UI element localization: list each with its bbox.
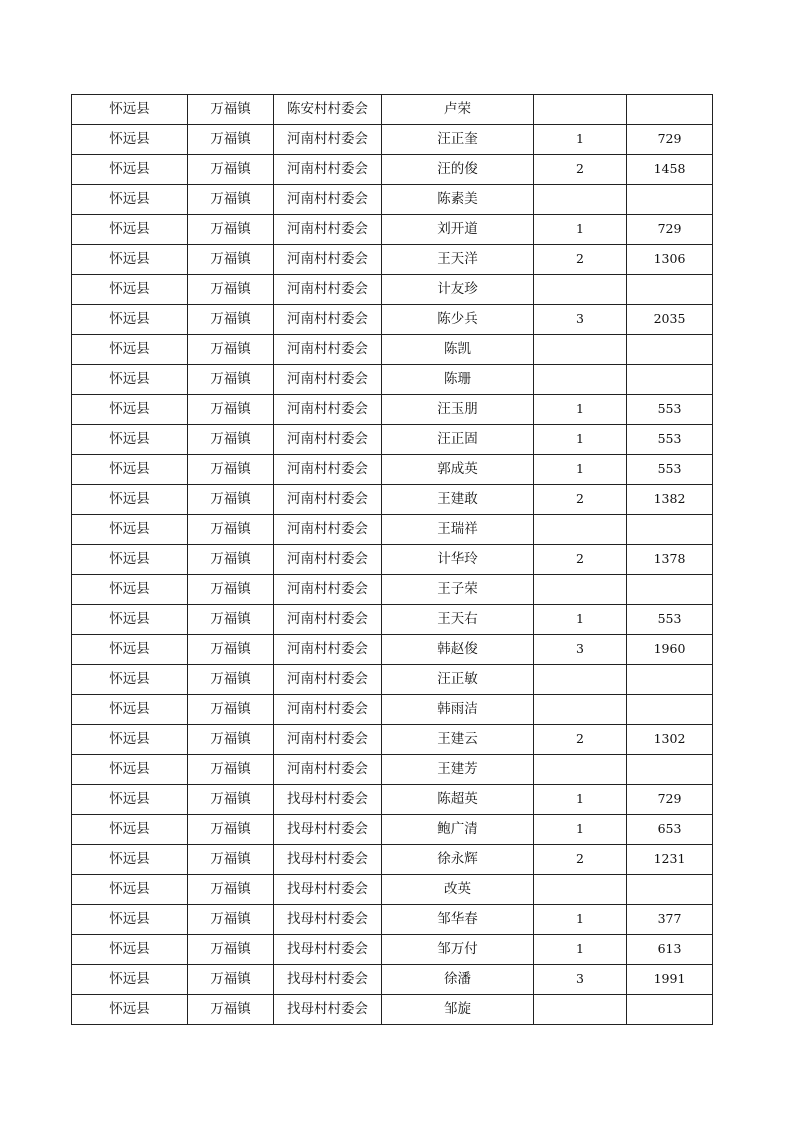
- table-row: [72, 545, 713, 575]
- county-cell: 怀远县: [72, 485, 188, 515]
- table-row: [72, 515, 713, 545]
- town-cell: 万福镇: [188, 875, 274, 905]
- county-cell: 怀远县: [72, 665, 188, 695]
- table-row: [72, 185, 713, 215]
- amount-cell: [627, 95, 713, 125]
- count-cell: 2: [534, 545, 627, 575]
- village-cell: 找母村村委会: [274, 815, 382, 845]
- county-cell: 怀远县: [72, 935, 188, 965]
- table-row: [72, 365, 713, 395]
- county-cell: 怀远县: [72, 155, 188, 185]
- amount-cell: 1302: [627, 725, 713, 755]
- town-cell: 万福镇: [188, 275, 274, 305]
- amount-cell: [627, 875, 713, 905]
- count-cell: 1: [534, 215, 627, 245]
- table-row: [72, 125, 713, 155]
- table-row: [72, 815, 713, 845]
- town-cell: 万福镇: [188, 605, 274, 635]
- amount-cell: [627, 185, 713, 215]
- county-cell: 怀远县: [72, 815, 188, 845]
- count-cell: 1: [534, 125, 627, 155]
- village-cell: 河南村村委会: [274, 155, 382, 185]
- village-cell: 河南村村委会: [274, 335, 382, 365]
- amount-cell: 729: [627, 125, 713, 155]
- county-cell: 怀远县: [72, 785, 188, 815]
- village-cell: 河南村村委会: [274, 275, 382, 305]
- count-cell: 2: [534, 485, 627, 515]
- county-cell: 怀远县: [72, 245, 188, 275]
- town-cell: 万福镇: [188, 485, 274, 515]
- town-cell: 万福镇: [188, 995, 274, 1025]
- count-cell: 1: [534, 395, 627, 425]
- county-cell: 怀远县: [72, 305, 188, 335]
- count-cell: 3: [534, 965, 627, 995]
- table-row: [72, 845, 713, 875]
- village-cell: 河南村村委会: [274, 665, 382, 695]
- village-cell: 找母村村委会: [274, 995, 382, 1025]
- count-cell: 1: [534, 455, 627, 485]
- town-cell: 万福镇: [188, 725, 274, 755]
- name-cell: 陈凯: [382, 335, 534, 365]
- table-row: [72, 485, 713, 515]
- count-cell: 1: [534, 425, 627, 455]
- table-row: [72, 245, 713, 275]
- amount-cell: [627, 575, 713, 605]
- county-cell: 怀远县: [72, 905, 188, 935]
- town-cell: 万福镇: [188, 635, 274, 665]
- town-cell: 万福镇: [188, 665, 274, 695]
- name-cell: 王天洋: [382, 245, 534, 275]
- county-cell: 怀远县: [72, 545, 188, 575]
- amount-cell: 553: [627, 395, 713, 425]
- count-cell: 1: [534, 905, 627, 935]
- count-cell: [534, 695, 627, 725]
- amount-cell: [627, 755, 713, 785]
- county-cell: 怀远县: [72, 215, 188, 245]
- name-cell: 王建云: [382, 725, 534, 755]
- town-cell: 万福镇: [188, 185, 274, 215]
- table-row: [72, 725, 713, 755]
- count-cell: [534, 875, 627, 905]
- village-cell: 河南村村委会: [274, 125, 382, 155]
- village-cell: 河南村村委会: [274, 485, 382, 515]
- county-cell: 怀远县: [72, 455, 188, 485]
- town-cell: 万福镇: [188, 515, 274, 545]
- county-cell: 怀远县: [72, 995, 188, 1025]
- county-cell: 怀远县: [72, 95, 188, 125]
- count-cell: 1: [534, 815, 627, 845]
- town-cell: 万福镇: [188, 215, 274, 245]
- name-cell: 卢荣: [382, 95, 534, 125]
- count-cell: 3: [534, 635, 627, 665]
- amount-cell: 729: [627, 215, 713, 245]
- town-cell: 万福镇: [188, 905, 274, 935]
- count-cell: 1: [534, 605, 627, 635]
- village-cell: 河南村村委会: [274, 425, 382, 455]
- table-row: [72, 665, 713, 695]
- village-cell: 河南村村委会: [274, 395, 382, 425]
- name-cell: 王建敢: [382, 485, 534, 515]
- amount-cell: 1306: [627, 245, 713, 275]
- village-cell: 河南村村委会: [274, 725, 382, 755]
- name-cell: 陈素美: [382, 185, 534, 215]
- count-cell: 2: [534, 245, 627, 275]
- amount-cell: 377: [627, 905, 713, 935]
- village-cell: 河南村村委会: [274, 515, 382, 545]
- table-row: [72, 875, 713, 905]
- county-cell: 怀远县: [72, 695, 188, 725]
- name-cell: 韩赵俊: [382, 635, 534, 665]
- town-cell: 万福镇: [188, 425, 274, 455]
- town-cell: 万福镇: [188, 935, 274, 965]
- village-cell: 河南村村委会: [274, 185, 382, 215]
- village-cell: 找母村村委会: [274, 785, 382, 815]
- village-cell: 河南村村委会: [274, 575, 382, 605]
- village-cell: 陈安村村委会: [274, 95, 382, 125]
- count-cell: [534, 95, 627, 125]
- name-cell: 汪玉朋: [382, 395, 534, 425]
- county-cell: 怀远县: [72, 275, 188, 305]
- table-row: [72, 605, 713, 635]
- village-cell: 找母村村委会: [274, 905, 382, 935]
- name-cell: 王建芳: [382, 755, 534, 785]
- table-row: [72, 335, 713, 365]
- village-cell: 河南村村委会: [274, 305, 382, 335]
- count-cell: 2: [534, 155, 627, 185]
- village-cell: 河南村村委会: [274, 215, 382, 245]
- name-cell: 陈珊: [382, 365, 534, 395]
- amount-cell: [627, 275, 713, 305]
- town-cell: 万福镇: [188, 365, 274, 395]
- amount-cell: [627, 695, 713, 725]
- name-cell: 郭成英: [382, 455, 534, 485]
- table-row: [72, 995, 713, 1025]
- table-row: [72, 395, 713, 425]
- name-cell: 汪正奎: [382, 125, 534, 155]
- count-cell: 1: [534, 935, 627, 965]
- town-cell: 万福镇: [188, 755, 274, 785]
- town-cell: 万福镇: [188, 95, 274, 125]
- amount-cell: 729: [627, 785, 713, 815]
- county-cell: 怀远县: [72, 965, 188, 995]
- name-cell: 改英: [382, 875, 534, 905]
- amount-cell: 553: [627, 605, 713, 635]
- county-cell: 怀远县: [72, 635, 188, 665]
- village-cell: 找母村村委会: [274, 845, 382, 875]
- name-cell: 鲍广清: [382, 815, 534, 845]
- name-cell: 徐潘: [382, 965, 534, 995]
- count-cell: 2: [534, 725, 627, 755]
- county-cell: 怀远县: [72, 125, 188, 155]
- amount-cell: 1991: [627, 965, 713, 995]
- village-cell: 河南村村委会: [274, 455, 382, 485]
- town-cell: 万福镇: [188, 965, 274, 995]
- county-cell: 怀远县: [72, 575, 188, 605]
- town-cell: 万福镇: [188, 305, 274, 335]
- county-cell: 怀远县: [72, 725, 188, 755]
- amount-cell: 1378: [627, 545, 713, 575]
- table-row: [72, 155, 713, 185]
- table-row: [72, 695, 713, 725]
- table-row: [72, 785, 713, 815]
- table-row: [72, 95, 713, 125]
- town-cell: 万福镇: [188, 395, 274, 425]
- table-body: [72, 95, 713, 1025]
- table-row: [72, 425, 713, 455]
- amount-cell: 613: [627, 935, 713, 965]
- village-cell: 河南村村委会: [274, 365, 382, 395]
- name-cell: 邹华春: [382, 905, 534, 935]
- count-cell: 1: [534, 785, 627, 815]
- name-cell: 计友珍: [382, 275, 534, 305]
- amount-cell: 1382: [627, 485, 713, 515]
- county-cell: 怀远县: [72, 755, 188, 785]
- table-row: [72, 905, 713, 935]
- name-cell: 陈超英: [382, 785, 534, 815]
- town-cell: 万福镇: [188, 125, 274, 155]
- village-cell: 河南村村委会: [274, 545, 382, 575]
- count-cell: [534, 575, 627, 605]
- name-cell: 刘开道: [382, 215, 534, 245]
- county-cell: 怀远县: [72, 185, 188, 215]
- count-cell: [534, 275, 627, 305]
- amount-cell: 553: [627, 455, 713, 485]
- count-cell: [534, 755, 627, 785]
- village-cell: 河南村村委会: [274, 755, 382, 785]
- count-cell: 3: [534, 305, 627, 335]
- county-cell: 怀远县: [72, 875, 188, 905]
- table-row: [72, 575, 713, 605]
- amount-cell: 553: [627, 425, 713, 455]
- village-cell: 河南村村委会: [274, 605, 382, 635]
- amount-cell: [627, 995, 713, 1025]
- data-table: [71, 94, 713, 1025]
- county-cell: 怀远县: [72, 605, 188, 635]
- town-cell: 万福镇: [188, 695, 274, 725]
- name-cell: 汪正固: [382, 425, 534, 455]
- county-cell: 怀远县: [72, 365, 188, 395]
- amount-cell: 1458: [627, 155, 713, 185]
- village-cell: 找母村村委会: [274, 935, 382, 965]
- table-row: [72, 935, 713, 965]
- name-cell: 王天右: [382, 605, 534, 635]
- town-cell: 万福镇: [188, 575, 274, 605]
- town-cell: 万福镇: [188, 545, 274, 575]
- table-row: [72, 275, 713, 305]
- town-cell: 万福镇: [188, 155, 274, 185]
- town-cell: 万福镇: [188, 785, 274, 815]
- name-cell: 陈少兵: [382, 305, 534, 335]
- county-cell: 怀远县: [72, 845, 188, 875]
- name-cell: 王瑞祥: [382, 515, 534, 545]
- count-cell: [534, 995, 627, 1025]
- name-cell: 计华玲: [382, 545, 534, 575]
- town-cell: 万福镇: [188, 815, 274, 845]
- village-cell: 河南村村委会: [274, 695, 382, 725]
- village-cell: 河南村村委会: [274, 635, 382, 665]
- amount-cell: 2035: [627, 305, 713, 335]
- name-cell: 邹万付: [382, 935, 534, 965]
- village-cell: 找母村村委会: [274, 875, 382, 905]
- table-row: [72, 965, 713, 995]
- town-cell: 万福镇: [188, 245, 274, 275]
- town-cell: 万福镇: [188, 335, 274, 365]
- amount-cell: [627, 335, 713, 365]
- town-cell: 万福镇: [188, 845, 274, 875]
- count-cell: [534, 185, 627, 215]
- amount-cell: 1960: [627, 635, 713, 665]
- village-cell: 河南村村委会: [274, 245, 382, 275]
- amount-cell: [627, 665, 713, 695]
- amount-cell: [627, 515, 713, 545]
- county-cell: 怀远县: [72, 335, 188, 365]
- count-cell: [534, 515, 627, 545]
- town-cell: 万福镇: [188, 455, 274, 485]
- name-cell: 汪正敏: [382, 665, 534, 695]
- county-cell: 怀远县: [72, 515, 188, 545]
- table-row: [72, 305, 713, 335]
- table-row: [72, 215, 713, 245]
- count-cell: 2: [534, 845, 627, 875]
- count-cell: [534, 365, 627, 395]
- amount-cell: 1231: [627, 845, 713, 875]
- table-row: [72, 755, 713, 785]
- amount-cell: [627, 365, 713, 395]
- county-cell: 怀远县: [72, 395, 188, 425]
- table-row: [72, 635, 713, 665]
- name-cell: 邹旋: [382, 995, 534, 1025]
- village-cell: 找母村村委会: [274, 965, 382, 995]
- name-cell: 汪的俊: [382, 155, 534, 185]
- count-cell: [534, 335, 627, 365]
- name-cell: 韩雨洁: [382, 695, 534, 725]
- name-cell: 徐永辉: [382, 845, 534, 875]
- name-cell: 王子荣: [382, 575, 534, 605]
- table-row: [72, 455, 713, 485]
- county-cell: 怀远县: [72, 425, 188, 455]
- count-cell: [534, 665, 627, 695]
- amount-cell: 653: [627, 815, 713, 845]
